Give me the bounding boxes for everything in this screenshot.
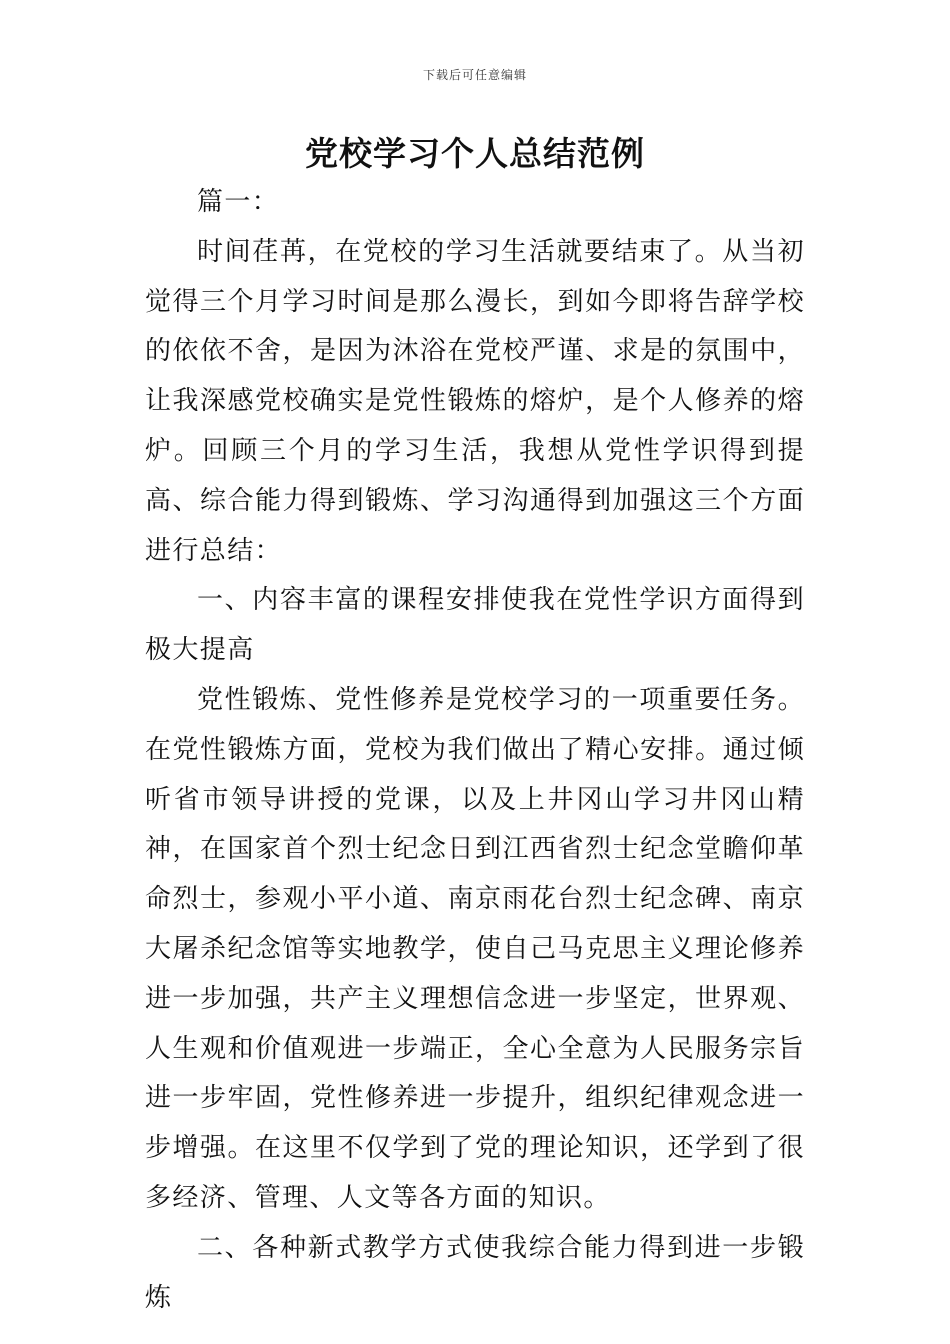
paragraph-party-training: 党性锻炼、党性修养是党校学习的一项重要任务。在党性锻炼方面，党校为我们做出了精心安排。通过倾听省市领导讲授的党课，以及上井冈山学习井冈山精神，在国家首个烈士纪念日到江西省烈士纪念堂瞻仰革命烈士，参观小平小道、南京雨花台烈士纪念碑、南京大屠杀纪念馆等实地教学，使自己马克思主义理论修养进一步加强，共产主义理想信念进一步坚定，世界观、人生观和价值观进一步端正，全心全意为人民服务宗旨进一步牢固，党性修养进一步提升，组织纪律观念进一步增强。在这里不仅学到了党的理论知识，还学到了很多经济、管理、人文等各方面的知识。 xyxy=(145,684,805,1213)
section-label: 篇一： xyxy=(197,187,280,217)
header-note: 下载后可任意编辑 xyxy=(422,68,527,82)
paragraph-intro: 时间荏苒，在党校的学习生活就要结束了。从当初觉得三个月学习时间是那么漫长，到如今即将告辞学校的依依不舍，是因为沐浴在党校严谨、求是的氛围中，让我深感党校确实是党性锻炼的熔炉，是个人修养的熔炉。回顾三个月的学习生活，我想从党性学识得到提高、综合能力得到锻炼、学习沟通得到加强这三个方面进行总结： xyxy=(145,236,805,566)
document-title: 党校学习个人总结范例 xyxy=(305,134,645,173)
document-body xyxy=(145,178,805,1323)
heading-two: 二、各种新式教学方式使我综合能力得到进一步锻炼 xyxy=(145,1232,805,1313)
heading-one: 一、内容丰富的课程安排使我在党性学识方面得到极大提高 xyxy=(145,585,805,666)
